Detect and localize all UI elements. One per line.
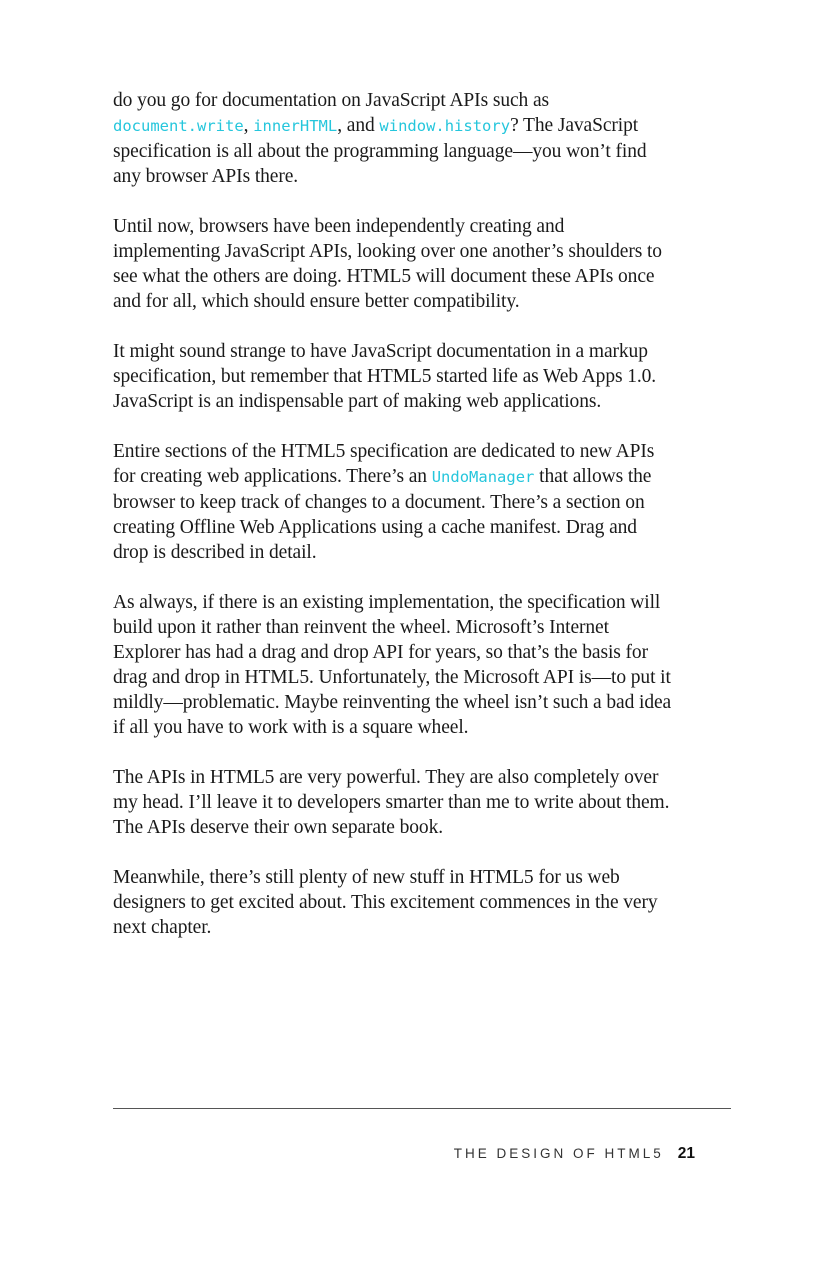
- paragraph-browsers-apis: Until now, browsers have been independently creating and implementing JavaScript APIs, looking over one another’s shoulders to see what the others are doing. HTML5 will document these APIs once and for all, which should ensure better compatibility.: [113, 216, 662, 312]
- code-document-write: document.write: [113, 117, 244, 135]
- paragraph-existing-implementation: As always, if there is an existing implementation, the specification will build upon it rather than reinvent the wheel. Microsoft’s Internet Explorer has had a drag and drop API for years, so that’s the basis for drag and drop in HTML5. Unfortunately, the Microsoft API is—to put it mildly—problematic. Maybe reinventing the wheel isn’t such a bad idea if all you have to work with is a square wheel.: [113, 592, 672, 738]
- footer-divider: [113, 1108, 731, 1109]
- page-number: 21: [677, 1145, 695, 1162]
- paragraph-powerful-apis: The APIs in HTML5 are very powerful. They are also completely over my head. I’ll leave it to developers smarter than me to write about them. The APIs deserve their own separate book.: [113, 767, 670, 838]
- code-innerhtml: innerHTML: [253, 117, 338, 135]
- paragraph-text: Entire sections of the HTML5 specification are dedicated to new APIs for creating web applications. There’s an: [113, 441, 655, 487]
- paragraph-text: do you go for documentation on JavaScript APIs such as: [113, 90, 549, 111]
- body-text: [113, 88, 673, 965]
- footer-book-title: THE DESIGN OF HTML5: [453, 1146, 664, 1161]
- paragraph-text: ,: [243, 115, 254, 136]
- paragraph-meanwhile: Meanwhile, there’s still plenty of new stuff in HTML5 for us web designers to get excited about. This excitement commences in the very next chapter.: [113, 867, 658, 938]
- running-footer: [300, 1144, 695, 1164]
- paragraph-text: , and: [337, 115, 380, 136]
- code-window-history: window.history: [379, 117, 511, 135]
- paragraph-api-documentation: [113, 88, 673, 189]
- paragraph-text: that allows the browser to keep track of changes to a document. There’s a section on creating Offline Web Applications using a cache manifest. Drag and drop is described in detail.: [113, 466, 652, 563]
- code-undomanager: UndoManager: [431, 468, 535, 486]
- paragraph-text: ? The JavaScript specification is all about the programming language—you won’t find any browser APIs there.: [113, 115, 647, 187]
- paragraph-html5-sections: [113, 439, 673, 565]
- paragraph-web-apps: It might sound strange to have JavaScript documentation in a markup specification, but remember that HTML5 started life as Web Apps 1.0. JavaScript is an indispensable part of making web applications.: [113, 341, 657, 412]
